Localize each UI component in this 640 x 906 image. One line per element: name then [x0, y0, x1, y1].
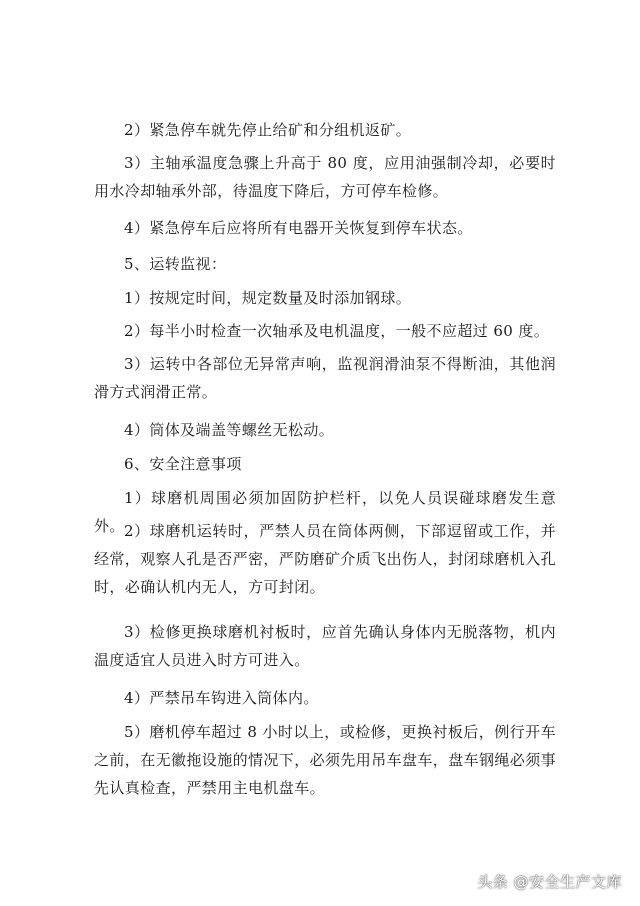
section-heading-5: 5、运转监视：	[124, 255, 227, 273]
paragraph-7: 4）筒体及端盖等螺丝无松动。	[124, 421, 335, 439]
paragraph-12: 5）磨机停车超过 8 小时以上，或检修，更换衬板后，例行开车之前，在无徽拖设施的情况下，必须先用吊车盘车，盘车钢绳必须事先认真检查，严禁用主电机盘车。	[94, 723, 557, 797]
paragraph-6: 3）运转中各部位无异常声响，监视润滑油泵不得断油，其他润滑方式润滑正常。	[94, 355, 556, 401]
paragraph-4: 1）按规定时间，规定数量及时添加钢球。	[124, 289, 412, 307]
paragraph-1: 2）紧急停车就先停止给矿和分组机返矿。	[124, 121, 412, 139]
paragraph-10: 3）检修更换球磨机衬板时，应首先确认身体内无脱落物，机内温度适宜人员进入时方可进入。	[94, 623, 556, 669]
section-heading-6: 6、安全注意事项	[124, 455, 242, 473]
paragraph-11: 4）严禁吊车钩进入筒体内。	[124, 689, 319, 707]
paragraph-9: 2）球磨机运转时，严禁人员在筒体两侧，下部逗留或工作，并经常，观察人孔是否严密，严防磨矿介质飞出伤人，封闭球磨机入孔时，必确认机内无人，方可封闭。	[94, 522, 557, 596]
paragraph-3: 4）紧急停车后应将所有电器开关恢复到停车状态。	[124, 219, 473, 237]
watermark-text: 头条 @安全生产文库	[477, 873, 622, 891]
paragraph-2: 3）主轴承温度急骤上升高于 80 度，应用油强制冷却，必要时用水冷却轴承外部，待温度下降后，方可停车检修。	[94, 154, 556, 200]
paragraph-5: 2）每半小时检查一次轴承及电机温度，一般不应超过 60 度。	[124, 322, 550, 340]
paragraph-8: 1）球磨机周围必须加固防护栏杆，以免人员误碰球磨发生意外。	[94, 489, 556, 535]
